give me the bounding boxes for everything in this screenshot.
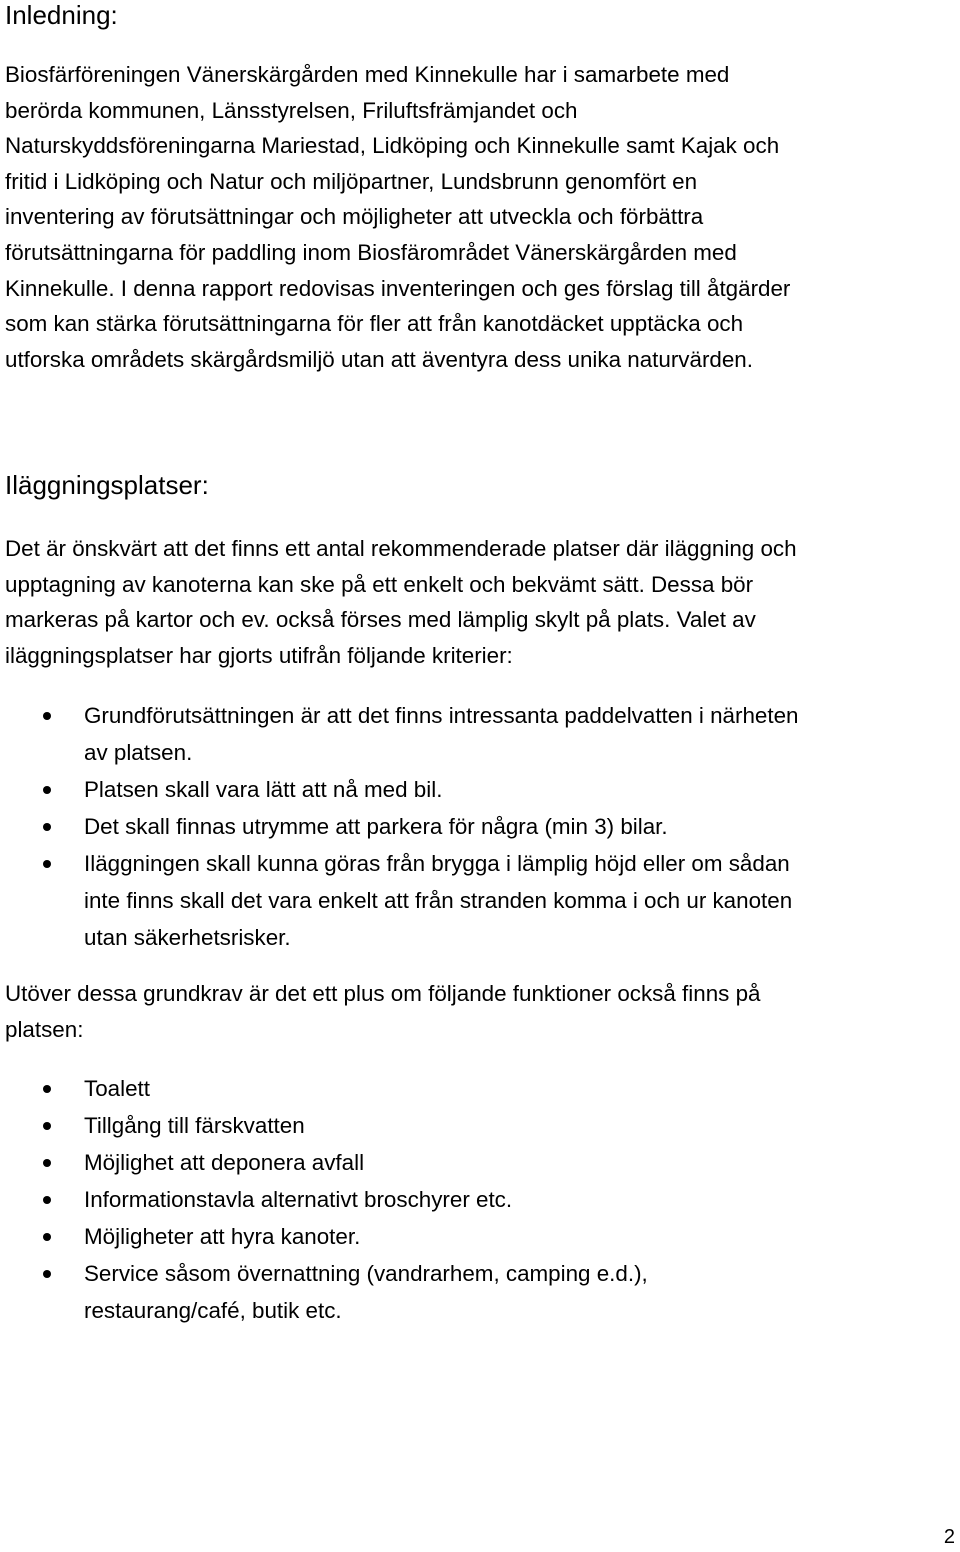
bullet-icon (43, 1233, 51, 1241)
intro-line: som kan stärka förutsättningarna för fler att från kanotdäcket upptäcka och (5, 311, 744, 337)
intro-line: Biosfärföreningen Vänerskärgården med Kinnekulle har i samarbete med (5, 62, 730, 87)
criteria-item (0, 808, 798, 845)
intro-line: Naturskyddsföreningarna Mariestad, Lidköping och Kinnekulle samt Kajak och (5, 133, 780, 159)
criteria-line: utan säkerhetsrisker. (84, 925, 291, 950)
intro-line: fritid i Lidköping och Natur och miljöpartner, Lundsbrunn genomfört en (5, 168, 698, 194)
extras-item (0, 1255, 648, 1329)
intro-line: utforska områdets skärgårdsmiljö utan att äventyra dess unika naturvärden. (5, 346, 753, 372)
launch-line: Det är önskvärt att det finns ett antal rekommenderade platser där iläggning och (5, 536, 797, 561)
launch-line: markeras på kartor och ev. också förses med lämplig skylt på plats. Valet av (5, 607, 756, 633)
criteria-line: Grundförutsättningen är att det finns intressanta paddelvatten i närheten (84, 703, 799, 728)
extras-item-line: Möjlighet att deponera avfall (84, 1150, 365, 1175)
extras-line: platsen: (5, 1016, 84, 1042)
extras-item-line: Toalett (84, 1076, 150, 1101)
extras-item-line: Service såsom övernattning (vandrarhem, camping e.d.), (84, 1261, 648, 1286)
criteria-line: inte finns skall det vara enkelt att från stranden komma i och ur kanoten (84, 888, 793, 913)
extras-item (0, 1181, 648, 1218)
bullet-icon (43, 1159, 51, 1167)
criteria-line: av platsen. (84, 740, 193, 765)
extras-item (0, 1070, 648, 1107)
extras-item-line: Tillgång till färskvatten (84, 1113, 305, 1138)
intro-line: förutsättningarna för paddling inom Biosfärområdet Vänerskärgården med (5, 239, 737, 265)
extras-item (0, 1218, 648, 1255)
extras-list (0, 1070, 648, 1329)
bullet-icon (43, 712, 51, 720)
intro-line: Kinnekulle. I denna rapport redovisas inventeringen och ges förslag till åtgärder (5, 275, 791, 301)
criteria-item (0, 845, 798, 956)
intro-line: inventering av förutsättningar och möjligheter att utveckla och förbättra (5, 204, 704, 230)
page-number: 2 (943, 1526, 955, 1548)
heading-launch-sites: Iläggningsplatser: (5, 470, 209, 500)
extras-item-line: restaurang/café, butik etc. (84, 1298, 342, 1323)
bullet-icon (43, 1196, 51, 1204)
bullet-icon (43, 860, 51, 868)
extras-item-line: Informationstavla alternativt broschyrer etc. (84, 1187, 513, 1212)
heading-intro: Inledning: (5, 0, 118, 30)
launch-paragraph (5, 531, 797, 673)
launch-line: upptagning av kanoterna kan ske på ett enkelt och bekvämt sätt. Dessa bör (5, 571, 754, 597)
bullet-icon (43, 786, 51, 794)
bullet-icon (43, 1270, 51, 1278)
intro-line: berörda kommunen, Länsstyrelsen, Friluftsfrämjandet och (5, 97, 578, 123)
criteria-item (0, 697, 798, 771)
extras-item (0, 1144, 648, 1181)
bullet-icon (43, 1085, 51, 1093)
intro-paragraph (5, 57, 790, 377)
bullet-icon (43, 1122, 51, 1130)
extras-line: Utöver dessa grundkrav är det ett plus om följande funktioner också finns på (5, 981, 761, 1006)
criteria-line: Det skall finnas utrymme att parkera för några (min 3) bilar. (84, 814, 668, 839)
criteria-item (0, 771, 798, 808)
criteria-line: Platsen skall vara lätt att nå med bil. (84, 777, 443, 802)
bullet-icon (43, 823, 51, 831)
criteria-list (0, 697, 798, 956)
extras-paragraph (5, 976, 760, 1047)
launch-line: iläggningsplatser har gjorts utifrån följande kriterier: (5, 642, 513, 668)
extras-item-line: Möjligheter att hyra kanoter. (84, 1224, 361, 1249)
extras-item (0, 1107, 648, 1144)
criteria-line: Iläggningen skall kunna göras från brygga i lämplig höjd eller om sådan (84, 851, 790, 876)
